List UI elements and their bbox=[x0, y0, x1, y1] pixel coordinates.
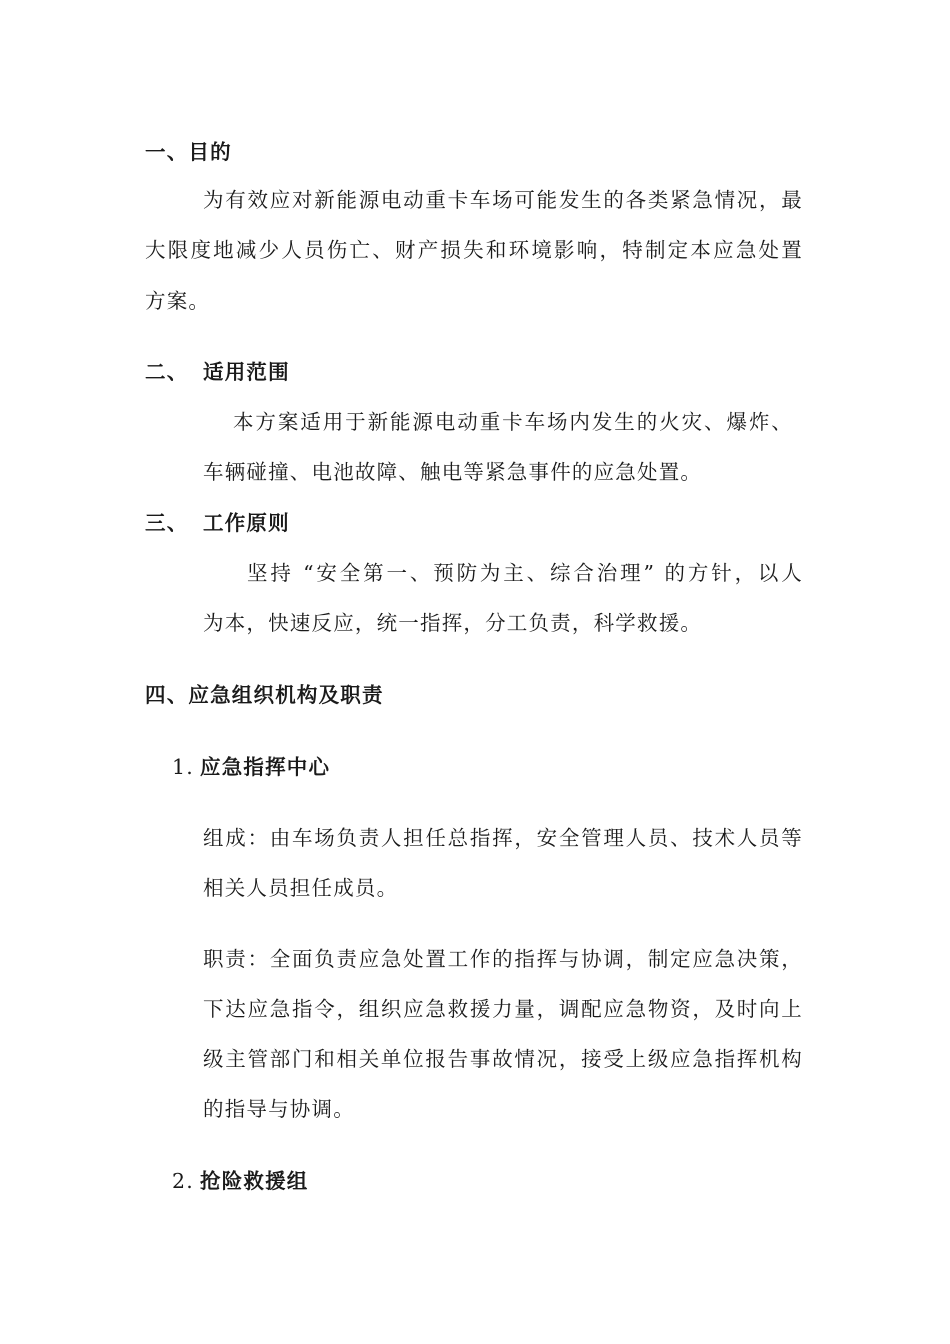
subsection-1-title: 应急指挥中心 bbox=[200, 755, 331, 779]
duties-line-1: 职责：全面负责应急处置工作的指挥与协调，制定应急决策， bbox=[203, 947, 803, 971]
section-2-title: 适用范围 bbox=[203, 360, 290, 384]
duties-line-2: 下达应急指令，组织应急救援力量，调配应急物资，及时向上 bbox=[203, 997, 803, 1021]
section-1-line-3: 方案。 bbox=[145, 289, 211, 313]
composition-line-1: 组成：由车场负责人担任总指挥，安全管理人员、技术人员等 bbox=[203, 826, 803, 850]
duties-line-4: 的指导与协调。 bbox=[203, 1097, 355, 1121]
section-3-line-2: 为本，快速反应，统一指挥，分工负责，科学救援。 bbox=[203, 611, 703, 635]
subsection-1-number: 1. bbox=[172, 755, 194, 779]
section-1-line-1: 为有效应对新能源电动重卡车场可能发生的各类紧急情况，最 bbox=[203, 188, 803, 212]
section-3-line-1: 坚持 “安全第一、预防为主、综合治理” 的方针，以人 bbox=[247, 561, 803, 585]
section-4-heading: 四、应急组织机构及职责 bbox=[145, 683, 384, 707]
section-2-line-1: 本方案适用于新能源电动重卡车场内发生的火灾、爆炸、 bbox=[233, 410, 793, 434]
section-3-title: 工作原则 bbox=[203, 511, 290, 535]
subsection-2-number: 2. bbox=[172, 1169, 194, 1193]
section-2-line-2: 车辆碰撞、电池故障、触电等紧急事件的应急处置。 bbox=[203, 460, 703, 484]
subsection-2-title: 抢险救援组 bbox=[200, 1169, 309, 1193]
section-1-line-2: 大限度地减少人员伤亡、财产损失和环境影响，特制定本应急处置 bbox=[145, 238, 803, 262]
composition-line-2: 相关人员担任成员。 bbox=[203, 876, 399, 900]
duties-line-3: 级主管部门和相关单位报告事故情况，接受上级应急指挥机构 bbox=[203, 1047, 803, 1071]
section-3-number: 三、 bbox=[145, 511, 189, 535]
section-1-heading: 一、目的 bbox=[145, 140, 232, 164]
section-2-number: 二、 bbox=[145, 360, 189, 384]
